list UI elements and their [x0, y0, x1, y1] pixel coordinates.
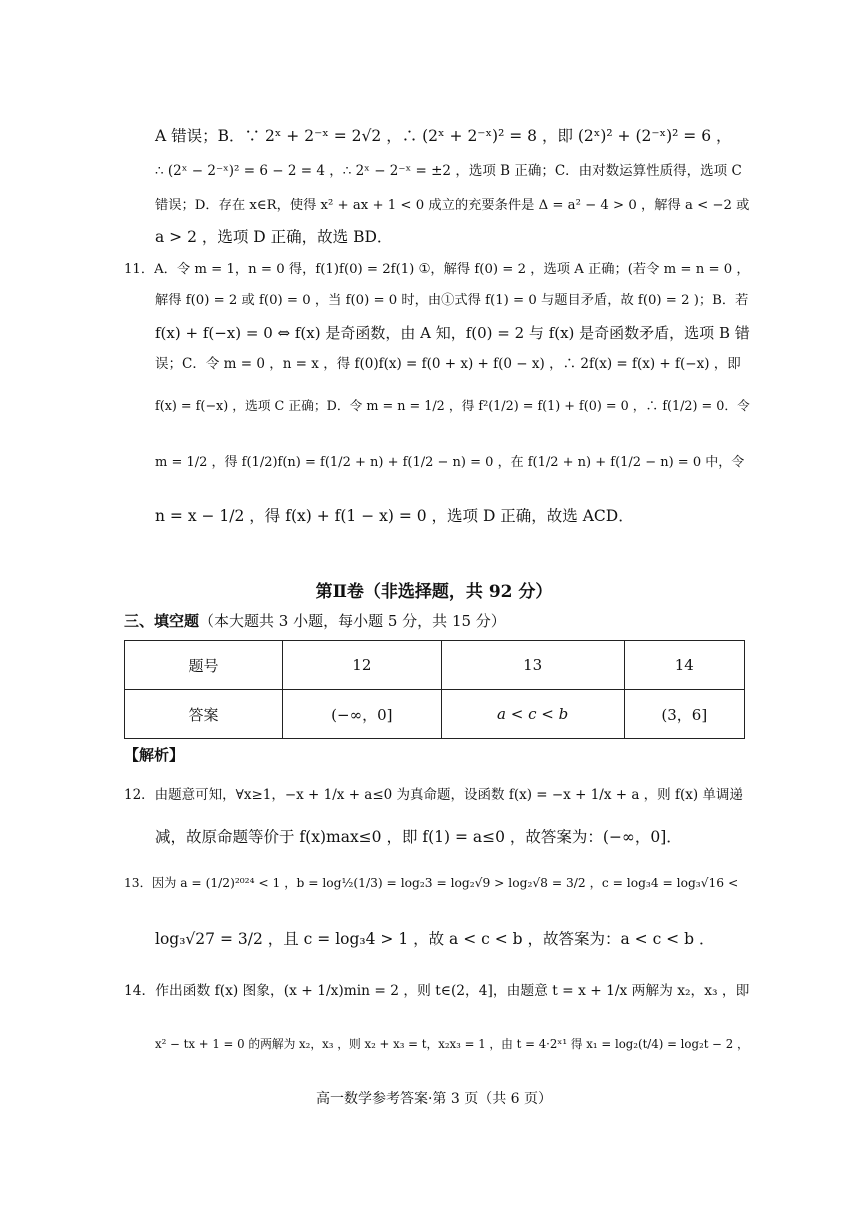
q12-line-1: 12．由题意可知，∀x≥1，−x + 1/x + a≤0 为真命题，设函数 f(x) = −x + 1/x + a ，则 f(x) 单调递 [124, 787, 743, 803]
q11-line-5: f(x) = f(−x) ，选项 C 正确；D．令 m = n = 1/2 ，得 f²(1/2) = f(1) + f(0) = 0 ，∴ f(1/2) = 0．令 [155, 399, 750, 414]
row-header-number: 题号 [125, 641, 283, 690]
section3-heading [124, 610, 506, 631]
q10-line-3: 错误；D．存在 x∈R，使得 x² + ax + 1 < 0 成立的充要条件是 Δ = a² − 4 > 0 ，解得 a < −2 或 [155, 198, 750, 213]
page-footer: 高一数学参考答案·第 3 页（共 6 页） [315, 1091, 553, 1107]
section3-label: 三、填空题 [124, 612, 200, 630]
answer-13: a < c < b [441, 690, 624, 739]
q12-line-2: 减，故原命题等价于 f(x)max≤0 ，即 f(1) = a≤0 ，故答案为：(−∞，0]． [155, 828, 682, 846]
q11-line-3: f(x) + f(−x) = 0 ⇔ f(x) 是奇函数，由 A 知，f(0) = 2 与 f(x) 是奇函数矛盾，选项 B 错 [155, 324, 750, 342]
q11-line-2: 解得 f(0) = 2 或 f(0) = 0 ，当 f(0) = 0 时，由①式得 f(1) = 0 与题目矛盾，故 f(0) = 2 )；B．若 [155, 293, 749, 308]
q10-line-4: a > 2 ，选项 D 正确，故选 BD． [155, 228, 393, 246]
section-title: 第Ⅱ卷（非选择题，共 92 分） [315, 582, 553, 602]
answer-12: (−∞，0] [283, 690, 442, 739]
q13-line-2: log₃√27 = 3/2 ，且 c = log₃4 > 1 ，故 a < c < b ，故答案为：a < c < b ． [155, 930, 715, 948]
question-number-12: 12 [283, 641, 442, 690]
q11-line-4: 误；C．令 m = 0 ，n = x ，得 f(0)f(x) = f(0 + x) + f(0 − x) ，∴ 2f(x) = f(x) + f(−x) ，即 [155, 356, 741, 372]
q10-line-1: A 错误；B．∵ 2ˣ + 2⁻ˣ = 2√2 ，∴ (2ˣ + 2⁻ˣ)² = 8 ，即 (2ˣ)² + (2⁻ˣ)² = 6 ， [155, 127, 732, 145]
q14-line-1: 14．作出函数 f(x) 图象，(x + 1/x)min = 2 ，则 t∈(2，4]，由题意 t = x + 1/x 两解为 x₂，x₃ ，即 [124, 983, 750, 999]
question-number-13: 13 [441, 641, 624, 690]
q11-line-6: m = 1/2 ，得 f(1/2)f(n) = f(1/2 + n) + f(1/2 − n) = 0 ，在 f(1/2 + n) + f(1/2 − n) = 0 中，令 [155, 455, 745, 470]
answer-14: (3，6] [624, 690, 744, 739]
answer-table [124, 640, 745, 739]
table-row [125, 690, 745, 739]
table-row [125, 641, 745, 690]
q10-line-2: ∴ (2ˣ − 2⁻ˣ)² = 6 − 2 = 4 ，∴ 2ˣ − 2⁻ˣ = ±2 ，选项 B 正确；C．由对数运算性质得，选项 C [155, 163, 742, 179]
row-header-answer: 答案 [125, 690, 283, 739]
q11-line-1: 11．A．令 m = 1，n = 0 得，f(1)f(0) = 2f(1) ①，解得 f(0) = 2 ，选项 A 正确；(若令 m = n = 0 ， [124, 262, 750, 277]
section3-desc: （本大题共 3 小题，每小题 5 分，共 15 分） [199, 612, 506, 630]
q14-line-2: x² − tx + 1 = 0 的两解为 x₂，x₃ ，则 x₂ + x₃ = t，x₂x₃ = 1 ，由 t = 4·2ˣ¹ 得 x₁ = log₂(t/4) = log₂t − 2 ， [155, 1037, 749, 1051]
q13-line-1: 13．因为 a = (1/2)²⁰²⁴ < 1 ，b = log½(1/3) = log₂3 = log₂√9 > log₂√8 = 3/2 ，c = log₃4 = log₃√16 < [124, 876, 739, 890]
question-number-14: 14 [624, 641, 744, 690]
q11-line-7: n = x − 1/2 ，得 f(x) + f(1 − x) = 0 ，选项 D 正确，故选 ACD． [155, 507, 634, 525]
analysis-label: 【解析】 [124, 746, 185, 764]
